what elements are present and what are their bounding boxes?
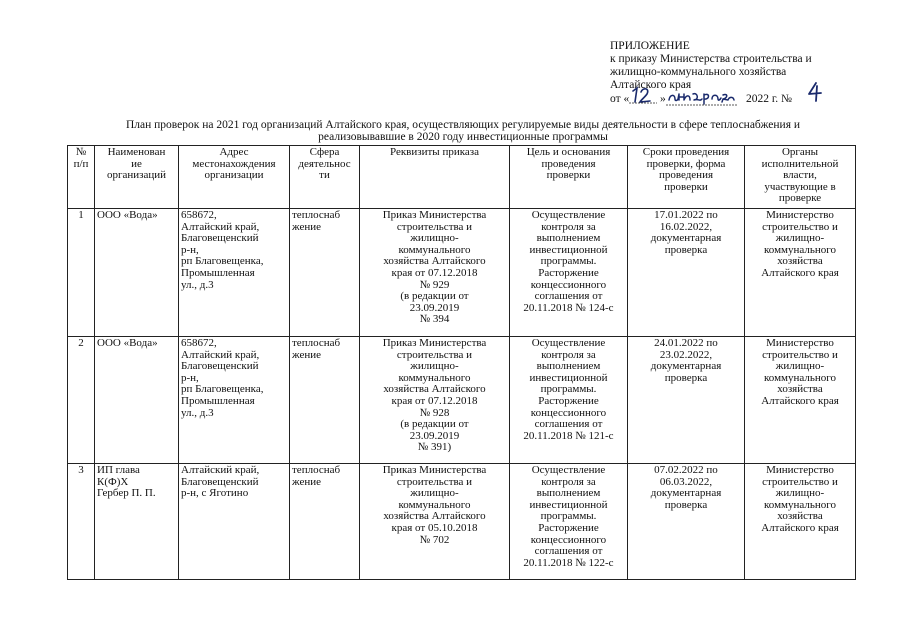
row-authority: Министерство строительство и жилищно- коммунального хозяйства Алтайского края xyxy=(745,337,856,464)
row-sphere: теплоснаб жение xyxy=(290,337,360,464)
row-order: Приказ Министерства строительства и жилищно- коммунального хозяйства Алтайского края от 05.10.2018 № 702 xyxy=(360,464,510,580)
header-order: Реквизиты приказа xyxy=(360,146,510,209)
row-number: 3 xyxy=(68,464,95,580)
row-purpose: Осуществление контроля за выполнением инвестиционной программы. Расторжение концессионного соглашения от 20.11.2018 № 124-с xyxy=(510,209,628,337)
row-address: 658672, Алтайский край, Благовещенский р-н, рп Благовещенка, Промышленная ул., д.3 xyxy=(179,209,290,337)
row-address: Алтайский край, Благовещенский р-н, с Яготино xyxy=(179,464,290,580)
plan-title-line-2: реализовывавшие в 2020 году инвестиционные программы xyxy=(318,131,608,143)
table-row xyxy=(68,464,856,580)
row-order: Приказ Министерства строительства и жилищно- коммунального хозяйства Алтайского края от 07.12.2018 № 928 (в редакции от 23.09.2019 № 391) xyxy=(360,337,510,464)
row-order: Приказ Министерства строительства и жилищно- коммунального хозяйства Алтайского края от 07.12.2018 № 929 (в редакции от 23.09.2019 № 394 xyxy=(360,209,510,337)
row-organization: ООО «Вода» xyxy=(95,337,179,464)
date-year-and-number-label: 2022 г. № xyxy=(746,93,793,105)
table-header-row xyxy=(68,146,856,209)
row-sphere: теплоснаб жение xyxy=(290,209,360,337)
header-sphere: Сфера деятельнос ти xyxy=(290,146,360,209)
row-address: 658672, Алтайский край, Благовещенский р-н, рп Благовещенка, Промышленная ул., д.3 xyxy=(179,337,290,464)
row-terms: 17.01.2022 по 16.02.2022, документарная проверка xyxy=(628,209,745,337)
row-organization: ООО «Вода» xyxy=(95,209,179,337)
row-purpose: Осуществление контроля за выполнением инвестиционной программы. Расторжение концессионного соглашения от 20.11.2018 № 122-с xyxy=(510,464,628,580)
table-row xyxy=(68,337,856,464)
header-purpose: Цель и основания проведения проверки xyxy=(510,146,628,209)
table-row xyxy=(68,209,856,337)
header-organization: Наименован ие организаций xyxy=(95,146,179,209)
header-number: № п/п xyxy=(68,146,95,209)
handwritten-day xyxy=(628,85,660,105)
appendix-line-1: к приказу Министерства строительства и xyxy=(610,53,812,65)
row-number: 1 xyxy=(68,209,95,337)
header-address: Адрес местонахождения организации xyxy=(179,146,290,209)
row-authority: Министерство строительство и жилищно- коммунального хозяйства Алтайского края xyxy=(745,209,856,337)
date-prefix: от « xyxy=(610,93,630,105)
row-terms: 07.02.2022 по 06.03.2022, документарная проверка xyxy=(628,464,745,580)
row-sphere: теплоснаб жение xyxy=(290,464,360,580)
row-authority: Министерство строительство и жилищно- коммунального хозяйства Алтайского края xyxy=(745,464,856,580)
header-terms: Сроки проведения проверки, форма проведения проверки xyxy=(628,146,745,209)
row-number: 2 xyxy=(68,337,95,464)
row-terms: 24.01.2022 по 23.02.2022, документарная проверка xyxy=(628,337,745,464)
handwritten-number xyxy=(805,80,825,104)
row-organization: ИП глава К(Ф)Х Гербер П. П. xyxy=(95,464,179,580)
row-purpose: Осуществление контроля за выполнением инвестиционной программы. Расторжение концессионного соглашения от 20.11.2018 № 121-с xyxy=(510,337,628,464)
plan-title-line-1: План проверок на 2021 год организаций Алтайского края, осуществляющих регулируемые виды деятельности в сфере теплоснабжения и xyxy=(125,119,801,131)
date-close-quote: » xyxy=(660,93,666,105)
inspection-plan-table xyxy=(67,145,856,580)
appendix-title: ПРИЛОЖЕНИЕ xyxy=(610,40,690,52)
handwritten-month xyxy=(666,86,738,106)
header-authority: Органы исполнительной власти, участвующие в проверке xyxy=(745,146,856,209)
appendix-line-2: жилищно-коммунального хозяйства xyxy=(610,66,787,78)
appendix-line-3: Алтайского края xyxy=(610,79,692,91)
